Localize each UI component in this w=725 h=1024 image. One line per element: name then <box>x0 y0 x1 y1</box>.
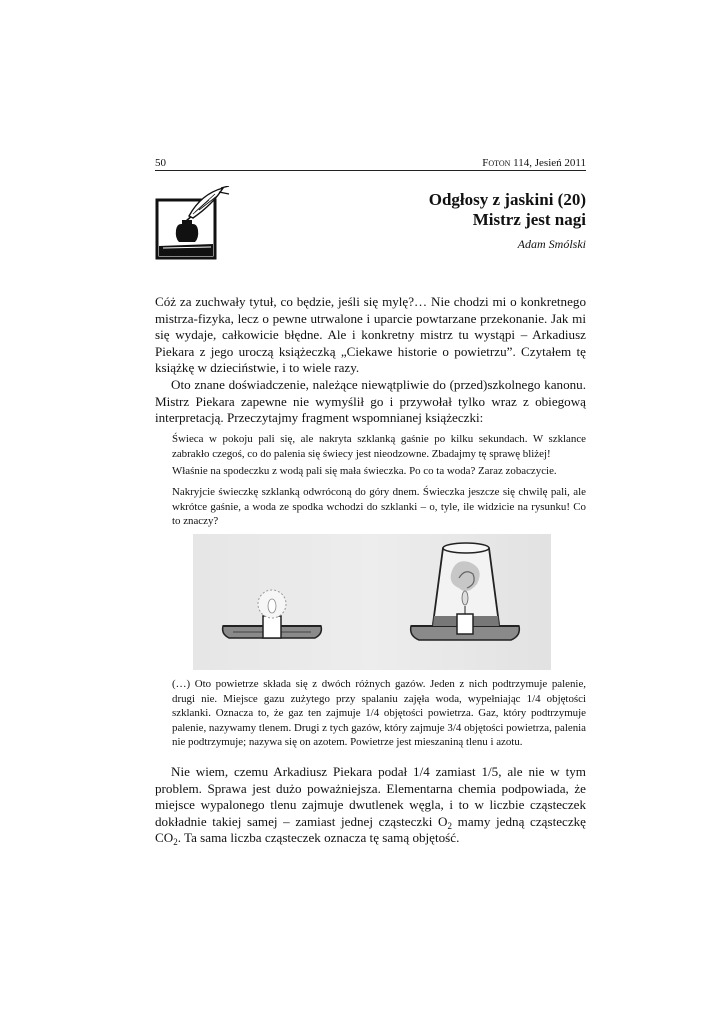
subscript-co2: 2 <box>173 837 178 848</box>
paragraph-3-text-a: Nie wiem, czemu Arkadiusz Piekara podał 1/4 zamiast 1/5, ale nie w tym problem. Sprawa jest dużo poważniejsza. Elementarna chemia podpowiada, że miejsce wypalonego tlenu zajmuje dwutlenek węgla, i to w liczbie cząsteczek dokładnie takiej samej – zamiast jednej cząsteczki O <box>155 764 586 829</box>
journal-name: Foton <box>482 157 511 169</box>
subscript-o2: 2 <box>447 820 453 831</box>
header-rule <box>155 170 586 171</box>
quote-paragraph-3: Nakryjcie świeczkę szklanką odwróconą do góry dnem. Świeczka jeszcze się chwilę pali, ale wkrótce gaśnie, a woda ze spodka wchodzi do szklanki – o, tyle, ile widzicie na rysunku! Co to znaczy? <box>172 486 586 528</box>
article-title-line2: Mistrz jest nagi <box>472 210 586 229</box>
article-title-block <box>429 190 586 252</box>
paragraph-3 <box>155 764 586 847</box>
quote-paragraph-4: (…) Oto powietrze składa się z dwóch różnych gazów. Jeden z nich podtrzymuje palenie, drugi nie. Miejsce gazu zużytego przy spalaniu zajęła woda, wypełniając 1/4 objętości szklanki. Oznacza to, że gaz ten zajmuje 1/4 objętości powietrza. Gaz, który podtrzymuje palenie, nazywamy tlenem. Drugi z tych gazów, który zajmuje 3/4 objętości powietrza, palenia nie podtrzymuje; nazywa się on azotem. Powietrze jest mieszaniną tlenu i azotu. <box>172 678 586 749</box>
paragraph-3-text-c: . Ta sama liczba cząsteczek oznacza tę samą objętość. <box>177 830 460 846</box>
paragraph-3-text-b: mamy jedną cząsteczkę CO <box>155 813 586 846</box>
article-title-line1: Odgłosy z jaskini (20) <box>428 190 586 209</box>
journal-issue-info: 114, Jesień 2011 <box>510 157 586 169</box>
inkwell-quill-icon <box>155 186 231 262</box>
quote-paragraph-2: Właśnie na spodeczku z wodą pali się mała świeczka. Po co ta woda? Zaraz zobaczycie. <box>172 465 557 477</box>
paragraph-1: Cóż za zuchwały tytuł, co będzie, jeśli się mylę?… Nie chodzi mi o konkretnego mistrza-fizyka, lecz o pewne utrwalone i uparcie powtarzane przekonanie. Jak mi się wydaje, całkowicie błędne. Ale i konkretny mistrz tu wystąpi – Arkadiusz Piekara z jego uroczą książeczką „Ciekawe historie o powietrzu”. Czytałem tę książkę w dzieciństwie, i to wiele razy. <box>155 294 586 376</box>
paragraph-2: Oto znane doświadczenie, należące niewątpliwie do (przed)szkolnego kanonu. Mistrz Piekara zapewne nie wymyślił go i przywołał tylko wraz z obiegową interpretacją. Przeczytajmy fragment wspomnianej książeczki: <box>155 377 586 426</box>
journal-issue <box>482 156 586 170</box>
quote-paragraph-1: Świeca w pokoju pali się, ale nakryta szklanką gaśnie po kilku sekundach. W szklance zabrakło czegoś, co do palenia się świecy jest nieodzowne. Zbadajmy tę sprawę bliżej! <box>172 433 586 460</box>
candle-experiment-illustration <box>193 534 551 670</box>
page-number: 50 <box>155 157 166 169</box>
article-author: Adam Smólski <box>517 237 586 251</box>
